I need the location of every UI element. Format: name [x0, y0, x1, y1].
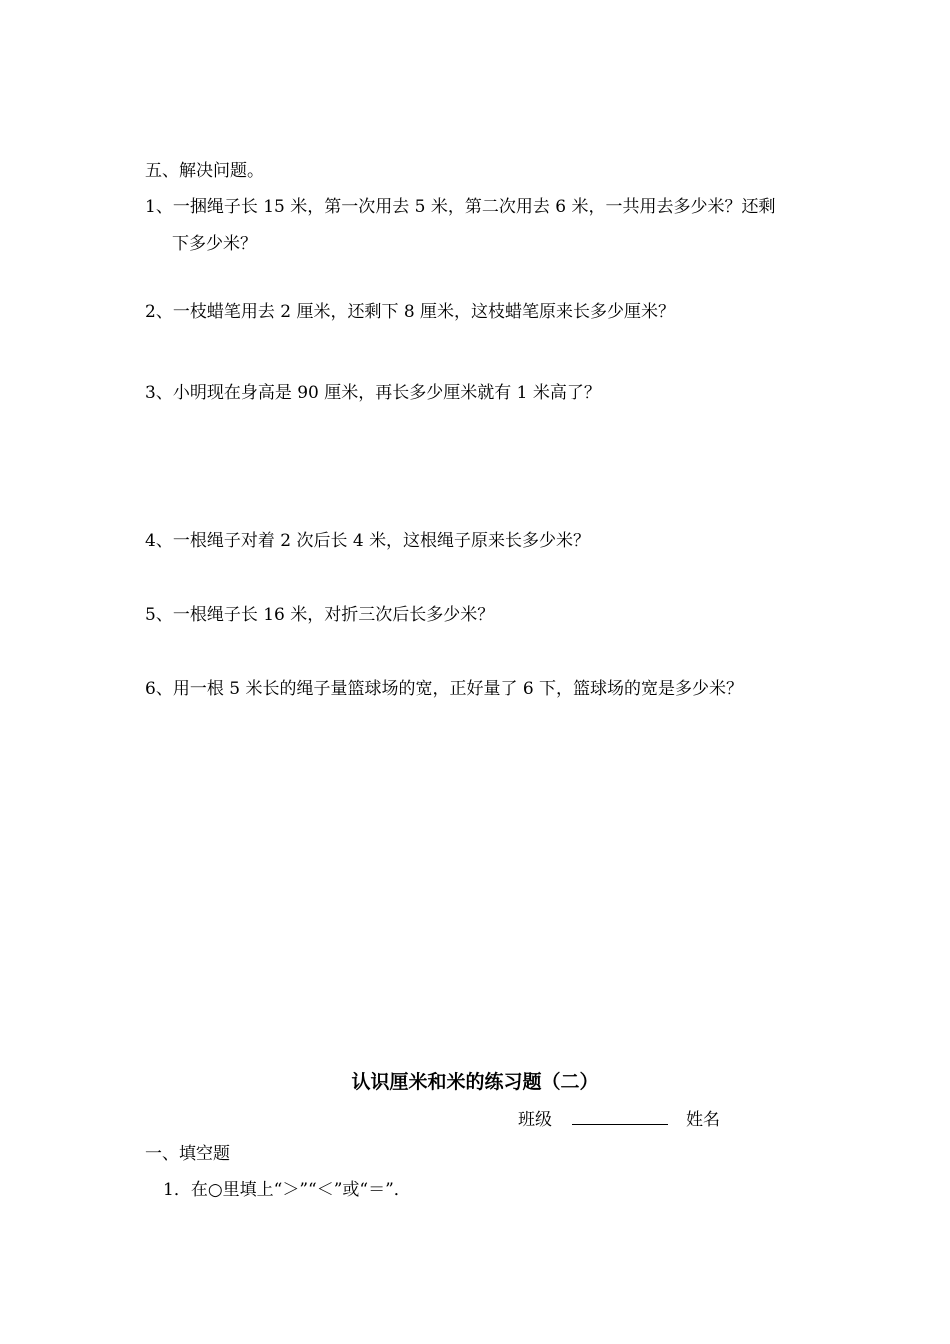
class-blank[interactable]	[572, 1108, 668, 1125]
class-label: 班级	[518, 1110, 552, 1130]
question-4: 4、一根绳子对着 2 次后长 4 米，这根绳子原来长多少米？	[145, 531, 591, 551]
question-2: 2、一枝蜡笔用去 2 厘米，还剩下 8 厘米，这枝蜡笔原来长多少厘米？	[145, 302, 676, 322]
fill-blank-heading: 一、填空题	[145, 1144, 230, 1164]
question-6: 6、用一根 5 米长的绳子量篮球场的宽，正好量了 6 下，篮球场的宽是多少米？	[145, 679, 744, 699]
name-label: 姓名	[686, 1110, 720, 1130]
question-1-line-1: 1、一捆绳子长 15 米，第一次用去 5 米，第二次用去 6 米，一共用去多少米？还剩	[145, 197, 776, 217]
worksheet-title: 认识厘米和米的练习题（二）	[351, 1071, 599, 1093]
question-5: 5、一根绳子长 16 米，对折三次后长多少米？	[145, 605, 495, 625]
question-3: 3、小明现在身高是 90 厘米，再长多少厘米就有 1 米高了？	[145, 383, 601, 403]
question-1-line-2: 下多少米？	[172, 234, 257, 254]
fill-blank-item-1: 1．在○里填上“＞”“＜”或“＝”．	[163, 1180, 411, 1200]
student-info-row	[518, 1108, 720, 1131]
section-heading: 五、解决问题。	[145, 161, 264, 181]
